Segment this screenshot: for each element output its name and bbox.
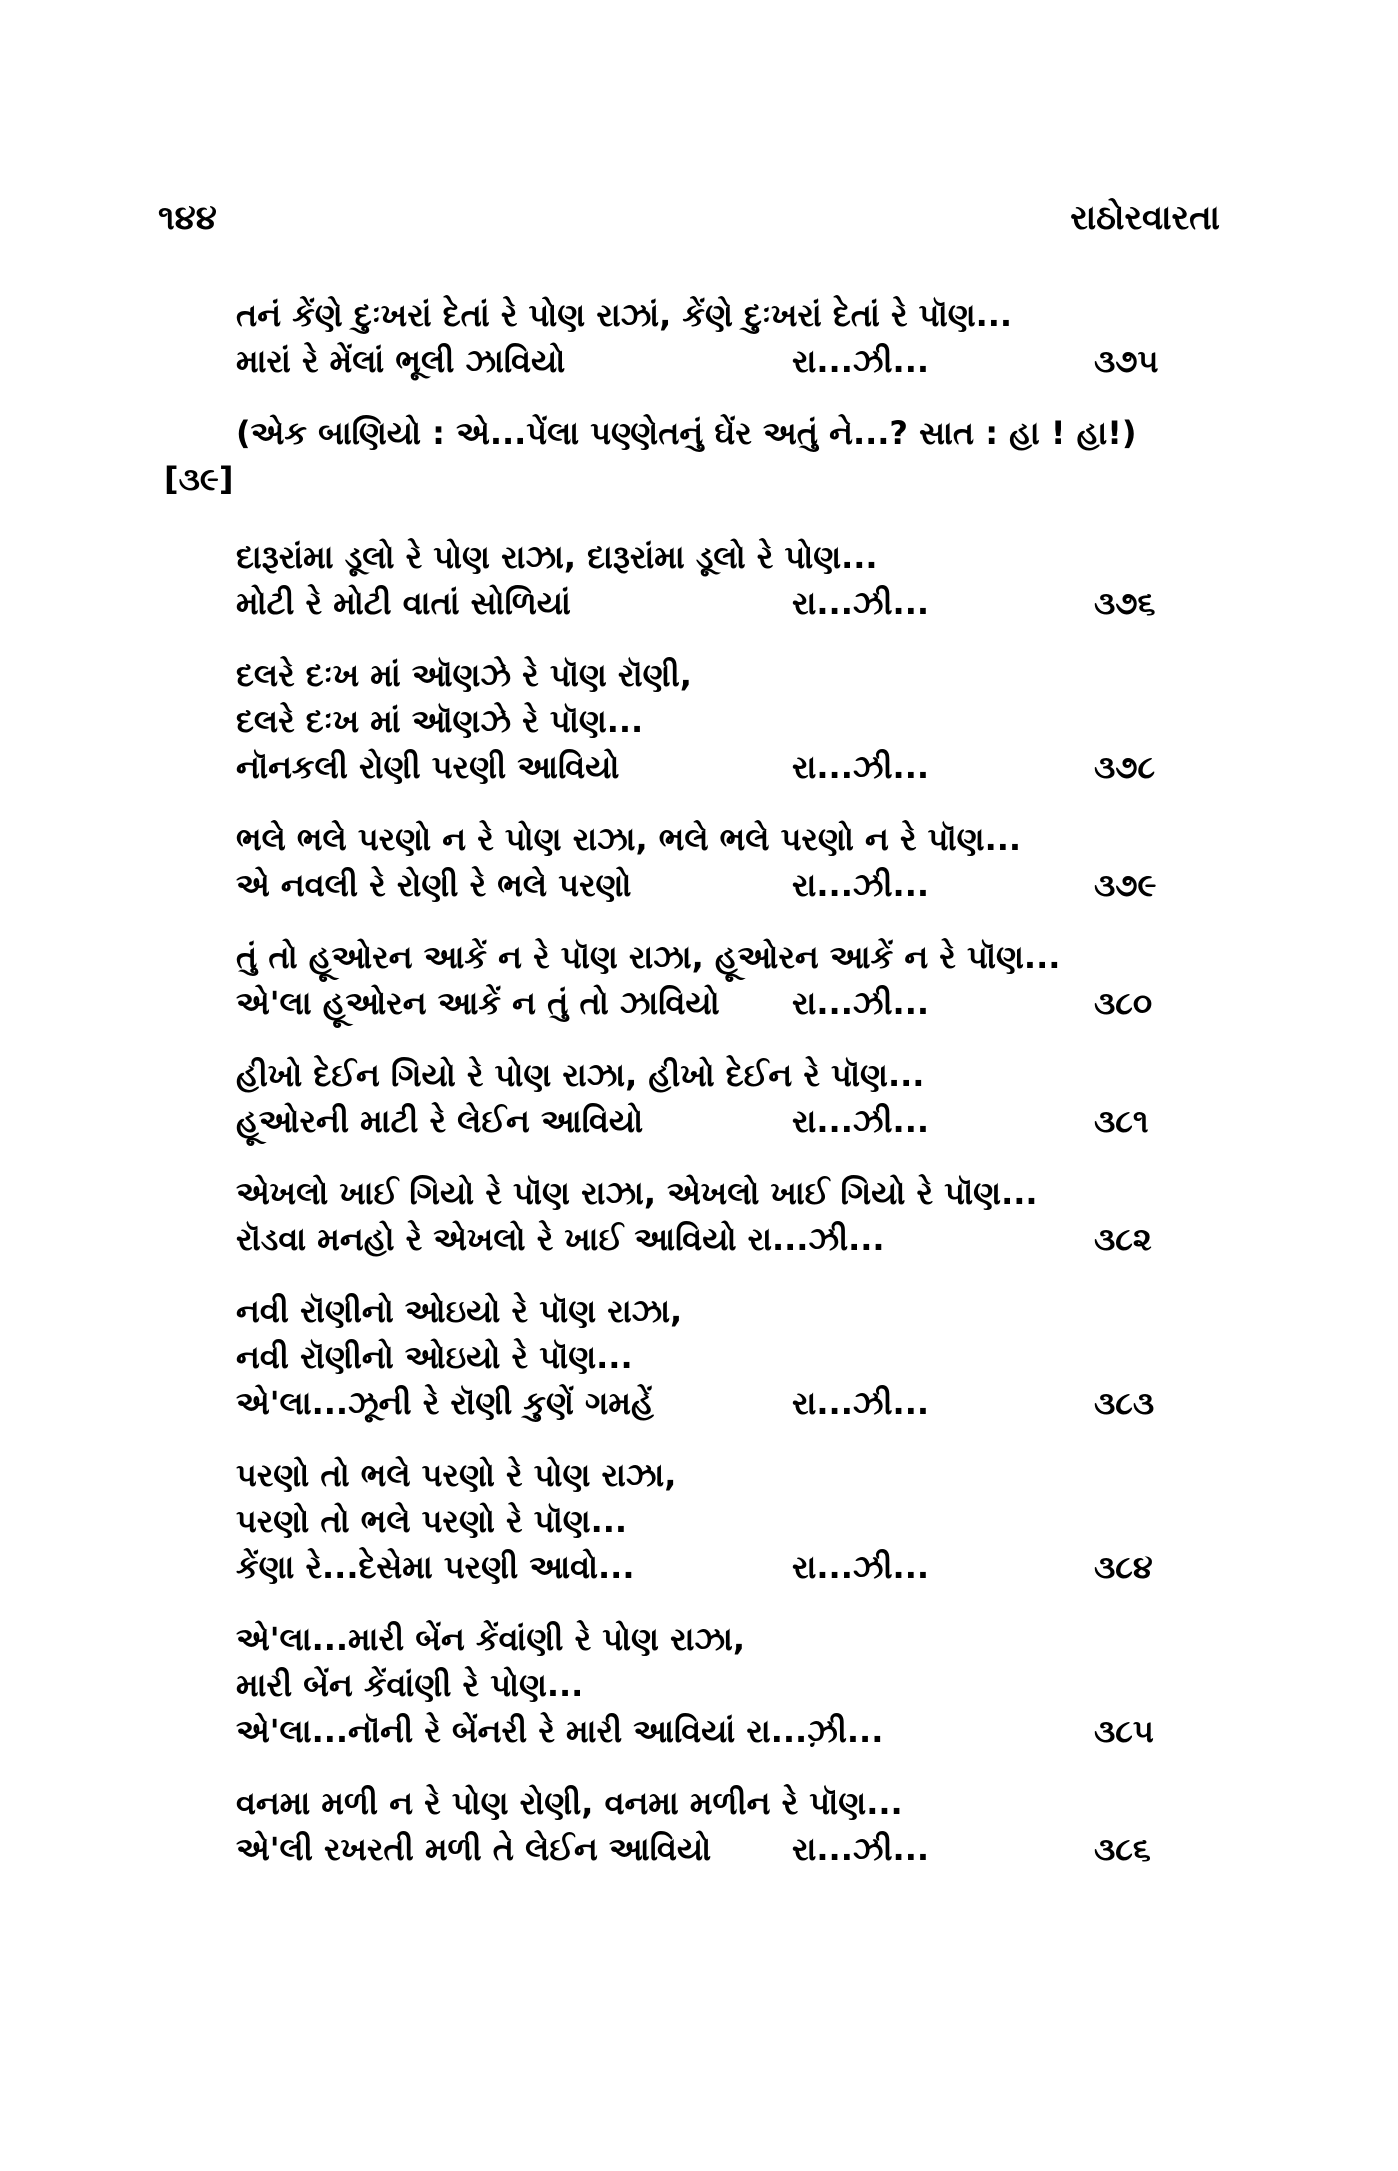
stanza [236, 1780, 1196, 1872]
verse-number: ૩૮૪ [1094, 1548, 1153, 1586]
verse-line [236, 292, 1196, 338]
verse-line [236, 744, 1196, 790]
verse-text: તનં કેંણે દુઃખરાં દેતાં રે પોણ રાઝાં, કેંણે દુઃખરાં દેતાં રે પૉણ... [236, 296, 1013, 334]
verse-text: ભલે ભલે પરણો ન રે પોણ રાઝા, ભલે ભલે પરણો ન રે પૉણ... [236, 820, 1022, 858]
verse-text: એ'લા હૂઓરન આકેં ન તું તો ઝાવિયો [236, 984, 720, 1022]
verse-text: એ'લા...ઝૂની રે રૉણી કુણેં ગમહેં [236, 1384, 654, 1422]
verse-text: મારી બેંન કેંવાંણી રે પોણ... [236, 1666, 584, 1704]
verse-line [236, 338, 1196, 384]
verse-refrain: રા...ઝી... [792, 342, 930, 380]
aside-remark: (એક બાણિયો : એ...પેંલા પણ્ણેતનું ઘેંર અતું ને...? સાત : હા ! હા!) [236, 414, 1137, 452]
verse-text: એ'લા...નૉની રે બેંનરી રે મારી આવિયાં રા...ઝ઼ી... [236, 1712, 884, 1750]
verse-line [236, 1288, 1196, 1334]
page-header [158, 198, 1220, 248]
verse-number: ૩૮૦ [1094, 984, 1153, 1022]
verse-line [236, 1708, 1196, 1754]
verse-line [236, 1334, 1196, 1380]
verse-number: ૩૮૩ [1094, 1384, 1155, 1422]
verse-line [236, 980, 1196, 1026]
verse-line [236, 652, 1196, 698]
stanza [236, 816, 1196, 908]
verse-line [236, 1052, 1196, 1098]
verse-line [236, 580, 1196, 626]
page-number: ૧૪૪ [158, 198, 217, 238]
verse-text: નવી રૉણીનો ઓઇયો રે પૉણ... [236, 1338, 633, 1376]
verse-line [236, 862, 1196, 908]
verse-text: એ'લા...મારી બેંન કેંવાંણી રે પોણ રાઝા, [236, 1620, 745, 1658]
verse-number: ૩૮૨ [1094, 1220, 1152, 1258]
verse-text: તું તો હૂઓરન આકેં ન રે પૉણ રાઝા, હૂઓરન આકેં ન રે પૉણ... [236, 938, 1061, 976]
verse-refrain: રા...ઝી... [792, 1384, 930, 1422]
verse-line [236, 534, 1196, 580]
verse-line [236, 934, 1196, 980]
verse-text: એ'લી રખરતી મળી તે લેઈન આવિયો [236, 1830, 712, 1868]
stanza [236, 652, 1196, 790]
verse-line [236, 698, 1196, 744]
verse-refrain: રા...ઝી... [792, 984, 930, 1022]
verse-line [236, 1098, 1196, 1144]
section-marker: [૩૯] [164, 460, 234, 498]
verse-line [236, 1616, 1196, 1662]
running-head: રાઠોરવારતા [1070, 198, 1220, 238]
verse-line [236, 1452, 1196, 1498]
verse-refrain: રા...ઝી... [792, 1102, 930, 1140]
verse-number: ૩૮૧ [1094, 1102, 1149, 1140]
verse-line [236, 1662, 1196, 1708]
stanza [236, 1170, 1196, 1262]
verse-text: કેંણા રે...દેસેમા પરણી આવો... [236, 1548, 635, 1586]
verse-text: નવી રૉણીનો ઓઇયો રે પૉણ રાઝા, [236, 1292, 683, 1330]
verse-line [236, 1544, 1196, 1590]
stanza-group-b [236, 534, 1196, 1872]
verse-text: વનમા મળી ન રે પોણ રોણી, વનમા મળીન રે પૉણ... [236, 1784, 903, 1822]
verse-text: પરણો તો ભલે પરણો રે પોણ રાઝા, [236, 1456, 677, 1494]
verse-text: મારાં રે મેંલાં ભૂલી ઝાવિયો [236, 342, 566, 380]
verse-refrain: રા...ઝી... [792, 866, 930, 904]
stanza [236, 1288, 1196, 1426]
page-body [164, 292, 1196, 1898]
verse-refrain: રા...ઝી... [792, 584, 930, 622]
verse-text: રૉડવા મનહો રે એખલો રે ખાઈ આવિયો રા...ઝી... [236, 1220, 885, 1258]
verse-number: ૩૭૯ [1094, 866, 1157, 904]
verse-refrain: રા...ઝી... [792, 1830, 930, 1868]
verse-text: મોટી રે મોટી વાતાં સોળિયાં [236, 584, 571, 622]
stanza [236, 1452, 1196, 1590]
stanza [236, 292, 1196, 384]
verse-text: એ નવલી રે રોણી રે ભલે પરણો [236, 866, 632, 904]
verse-text: નૉનકલી રોણી પરણી આવિયો [236, 748, 620, 786]
stanza [236, 1052, 1196, 1144]
verse-text: પરણો તો ભલે પરણો રે પૉણ... [236, 1502, 628, 1540]
verse-number: ૩૭૬ [1094, 584, 1156, 622]
verse-number: ૩૮૫ [1094, 1712, 1154, 1750]
verse-text: એખલો ખાઈ ગિયો રે પૉણ રાઝા, એખલો ખાઈ ગિયો રે પૉણ... [236, 1174, 1038, 1212]
verse-text: દારૂરાંમા ડૂલો રે પોણ રાઝા, દારૂરાંમા ડૂલો રે પોણ... [236, 538, 878, 576]
verse-line [236, 1780, 1196, 1826]
verse-text: દલરે દઃખ માં ઑણઝે રે પૉણ રૉણી, [236, 656, 692, 694]
verse-text: દલરે દઃખ માં ઑણઝે રે પૉણ... [236, 702, 644, 740]
verse-line [236, 1826, 1196, 1872]
verse-line [236, 1216, 1196, 1262]
verse-text: હૂઓરની માટી રે લેઈન આવિયો [236, 1102, 644, 1140]
verse-number: ૩૭૫ [1094, 342, 1159, 380]
stanza [236, 534, 1196, 626]
stanza [236, 1616, 1196, 1754]
verse-number: ૩૮૬ [1094, 1830, 1151, 1868]
verse-text: હીખો દેઈન ગિયો રે પોણ રાઝા, હીખો દેઈન રે પૉણ... [236, 1056, 925, 1094]
verse-refrain: રા...ઝી... [792, 748, 930, 786]
verse-number: ૩૭૮ [1094, 748, 1156, 786]
verse-line [236, 1170, 1196, 1216]
stanza-group-a [236, 292, 1196, 384]
verse-line [236, 816, 1196, 862]
verse-line [236, 1380, 1196, 1426]
stanza [236, 934, 1196, 1026]
verse-refrain: રા...ઝી... [792, 1548, 930, 1586]
verse-line [236, 1498, 1196, 1544]
